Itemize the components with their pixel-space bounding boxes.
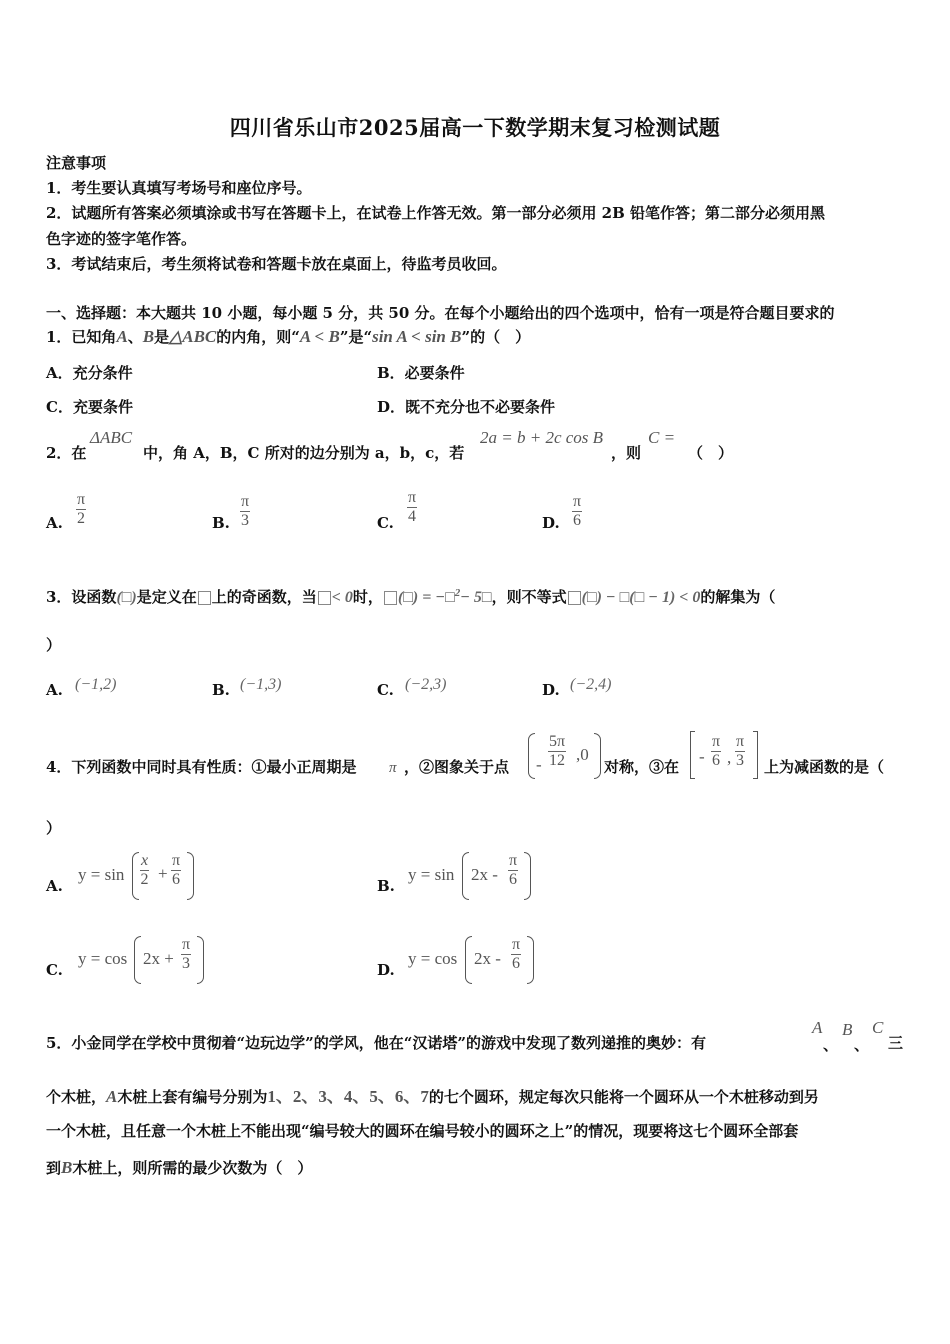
q4-a-paren-r: [187, 852, 194, 900]
q1-option-c[interactable]: C．充要条件: [46, 398, 133, 416]
q5-peg-b: B: [842, 1020, 853, 1039]
q2-label-a[interactable]: A.: [46, 514, 63, 532]
q4-d-inner: 2x -: [474, 949, 501, 968]
q2-triangle: ΔABC: [90, 428, 133, 447]
q4-c-inner: 2x +: [143, 949, 174, 968]
q4-d-paren-l: [465, 936, 472, 984]
q5-sep-1: 、: [823, 1036, 839, 1054]
q2-number: 2．在: [46, 444, 87, 462]
placeholder-icon: [318, 591, 331, 605]
q2-paren: （ ）: [688, 444, 734, 462]
q4-c-paren-r: [197, 936, 204, 984]
q5-three: 三: [888, 1034, 904, 1052]
q2-option-a[interactable]: $\frac{\pi}{2}$: [77, 491, 86, 527]
q1-stem: 1．已知角A、B是△ABC的内角，则“A < B”是“sin A < sin B”的（ ）: [46, 327, 531, 346]
q2-option-d[interactable]: $\frac{\pi}{6}$: [573, 493, 582, 529]
notice-item-3: 3．考试结束后，考生须将试卷和答题卡放在桌面上，待监考员收回。: [46, 255, 507, 273]
q5-peg-a: A: [812, 1018, 823, 1037]
q1-option-d[interactable]: D．既不充分也不必要条件: [377, 398, 556, 416]
q2-equation: 2a = b + 2c cos B: [480, 428, 604, 447]
q1-option-b[interactable]: B．必要条件: [377, 364, 465, 382]
placeholder-icon: [198, 591, 211, 605]
q3-func: (□): [116, 589, 137, 606]
q4-stem-2: ，②图象关于点: [404, 758, 510, 776]
q3-close: ）: [46, 636, 62, 654]
q4-a-paren-l: [132, 852, 139, 900]
q4-paren-right: [594, 733, 601, 779]
q5-peg-c: C: [872, 1018, 884, 1037]
q4-label-c[interactable]: C.: [46, 961, 63, 979]
q4-option-d-func[interactable]: y = cos: [408, 949, 458, 968]
notice-heading: 注意事项: [46, 154, 107, 172]
q3-option-b[interactable]: (−1,3): [240, 676, 282, 693]
q2-option-c[interactable]: $\frac{\pi}{4}$: [408, 489, 417, 525]
q4-point-frac: $\frac{5\pi}{12}$: [549, 733, 566, 769]
q2-ask: C =: [648, 428, 676, 447]
q4-stem-4: 上为减函数的是（: [764, 758, 885, 776]
placeholder-icon: [384, 591, 397, 605]
q4-c-frac: $\frac{\pi}{3}$: [182, 936, 191, 972]
q4-a-frac2: $\frac{\pi}{6}$: [172, 852, 181, 888]
q4-bracket-right: [753, 731, 758, 779]
q5-sep-2: 、: [854, 1036, 870, 1054]
q5-line-3: 一个木桩，且任意一个木桩上不能出现“编号较大的圆环在编号较小的圆环之上”的情况，现要将这七个圆环全部套: [46, 1122, 799, 1140]
q3-option-c[interactable]: (−2,3): [405, 676, 447, 693]
q2-stem: 中，角 A，B，C 所对的边分别为 a，b，c，若: [143, 444, 465, 462]
q2-label-c[interactable]: C.: [377, 514, 394, 532]
placeholder-icon: [568, 591, 581, 605]
q4-b-paren-l: [462, 852, 469, 900]
q4-interval-comma: ,: [727, 748, 732, 767]
page-title: 四川省乐山市2025届高一下数学期末复习检测试题: [229, 115, 721, 140]
section-heading: 一、选择题：本大题共 10 小题，每小题 5 分，共 50 分。在每个小题给出的四个选项中，恰有一项是符合题目要求的: [46, 304, 835, 322]
q4-a-frac1: $\frac{x}{2}$: [140, 852, 149, 888]
q4-close: ）: [46, 819, 62, 837]
q4-period: π: [389, 760, 397, 776]
q4-interval-hi: $\frac{\pi}{3}$: [736, 733, 745, 769]
q4-label-a[interactable]: A.: [46, 877, 63, 895]
q4-point-neg: -: [536, 755, 542, 774]
q3-option-d[interactable]: (−2,4): [570, 676, 612, 693]
q5-line-2: 个木桩，A木桩上套有编号分别为1、2、3、4、5、6、7的七个圆环，规定每次只能将一个圆环从一个木桩移动到另: [46, 1087, 819, 1106]
q4-interval-lo: $\frac{\pi}{6}$: [712, 733, 721, 769]
q4-b-frac: $\frac{\pi}{6}$: [509, 852, 518, 888]
q3-label-a[interactable]: A.: [46, 681, 63, 699]
q3-option-a[interactable]: (−1,2): [75, 676, 117, 693]
q3-label-d[interactable]: D.: [542, 681, 560, 699]
q4-interval-neg: -: [699, 747, 705, 766]
q4-bracket-left: [690, 731, 695, 779]
q4-option-a-func[interactable]: y = sin: [78, 865, 125, 884]
notice-item-1: 1．考生要认真填写考场号和座位序号。: [46, 179, 312, 197]
q4-label-d[interactable]: D.: [377, 961, 395, 979]
q4-c-paren-l: [134, 936, 141, 984]
q4-paren-left: [528, 733, 535, 779]
q2-label-d[interactable]: D.: [542, 514, 560, 532]
q2-label-b[interactable]: B.: [212, 514, 230, 532]
q3-label-c[interactable]: C.: [377, 681, 394, 699]
q5-line-4: 到B木桩上，则所需的最少次数为（ ）: [46, 1158, 313, 1177]
q3-stem: 3．设函数(□)是定义在 上的奇函数，当 < 0时， (□) = −□$^2$− 5□，则不等式 (□) − □(□ − 1) < 0的解集为（: [46, 587, 776, 606]
q4-b-paren-r: [524, 852, 531, 900]
q2-option-b[interactable]: $\frac{\pi}{3}$: [241, 493, 250, 529]
q2-then: ，则: [611, 444, 642, 462]
q4-point-zero: ,0: [576, 745, 589, 764]
q4-option-b-func[interactable]: y = sin: [408, 865, 455, 884]
q4-d-frac: $\frac{\pi}{6}$: [512, 936, 521, 972]
notice-item-2: 2．试题所有答案必须填涂或书写在答题卡上，在试卷上作答无效。第一部分必须用 2B 铅笔作答；第二部分必须用黑: [46, 204, 826, 222]
q4-stem-1: 4．下列函数中同时具有性质：①最小正周期是: [46, 758, 357, 776]
q3-label-b[interactable]: B.: [212, 681, 230, 699]
q4-stem-3: 对称，③在: [604, 758, 680, 776]
notice-item-2-cont: 色字迹的签字笔作答。: [46, 230, 197, 248]
q1-option-a[interactable]: A．充分条件: [46, 364, 133, 382]
q5-line-1: 5．小金同学在学校中贯彻着“边玩边学”的学风，他在“汉诺塔”的游戏中发现了数列递推的奥妙：有: [46, 1034, 706, 1052]
q4-label-b[interactable]: B.: [377, 877, 395, 895]
q4-b-inner: 2x -: [471, 865, 498, 884]
q4-option-c-func[interactable]: y = cos: [78, 949, 128, 968]
q4-a-plus: +: [158, 864, 168, 883]
q4-d-paren-r: [527, 936, 534, 984]
